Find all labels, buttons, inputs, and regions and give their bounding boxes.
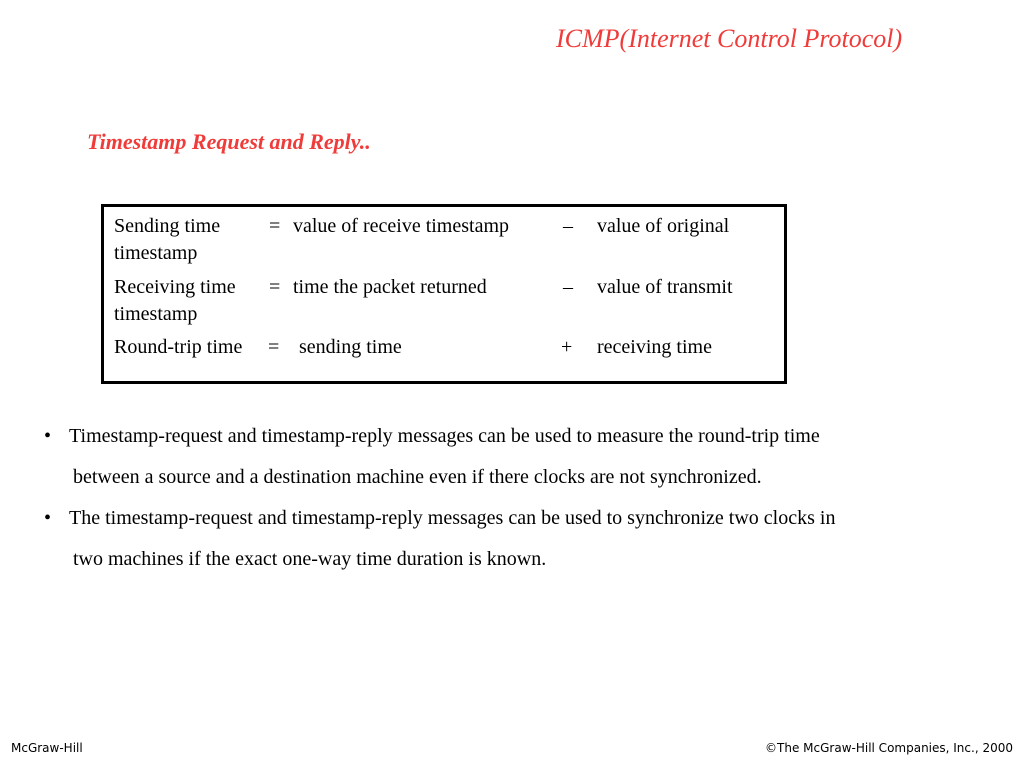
list-item-continuation xyxy=(44,457,1004,498)
formula-term: Receiving time xyxy=(114,276,236,298)
formula-equals: = xyxy=(268,336,280,358)
list-item-continuation xyxy=(44,539,1004,580)
formula-term: Round-trip time xyxy=(114,336,243,358)
formula-continuation: timestamp xyxy=(114,242,198,264)
list-item xyxy=(44,416,1004,457)
footer-publisher: McGraw-Hill xyxy=(11,741,83,755)
formula-equals: = xyxy=(269,276,281,298)
slide-title: ICMP(Internet Control Protocol) xyxy=(556,24,903,53)
list-item xyxy=(44,498,1004,539)
bullet-text: two machines if the exact one-way time duration is known. xyxy=(73,548,547,570)
formula-left-operand: sending time xyxy=(299,336,402,358)
footer-copyright: ©The McGraw-Hill Companies, Inc., 2000 xyxy=(765,741,1013,755)
bullet-list xyxy=(44,416,1004,580)
bullet-marker: • xyxy=(44,507,52,529)
formula-operator: + xyxy=(561,336,573,358)
bullet-text: between a source and a destination machine even if there clocks are not synchronized. xyxy=(73,466,762,488)
formula-operator: – xyxy=(563,215,573,237)
bullet-text: The timestamp-request and timestamp-reply messages can be used to synchronize two clocks in xyxy=(69,507,836,529)
section-subtitle: Timestamp Request and Reply.. xyxy=(87,129,371,154)
formula-right-operand: value of transmit xyxy=(597,276,733,298)
formula-left-operand: value of receive timestamp xyxy=(293,215,510,237)
formula-equals: = xyxy=(269,215,281,237)
formula-right-operand: receiving time xyxy=(597,336,712,358)
formula-operator: – xyxy=(563,276,573,298)
formula-right-operand: value of original xyxy=(597,215,730,237)
formula-continuation: timestamp xyxy=(114,303,198,325)
formula-left-operand: time the packet returned xyxy=(293,276,487,298)
bullet-marker: • xyxy=(44,425,52,447)
bullet-text: Timestamp-request and timestamp-reply messages can be used to measure the round-trip time xyxy=(69,425,820,447)
formula-box xyxy=(101,204,787,384)
formula-term: Sending time xyxy=(114,215,221,237)
